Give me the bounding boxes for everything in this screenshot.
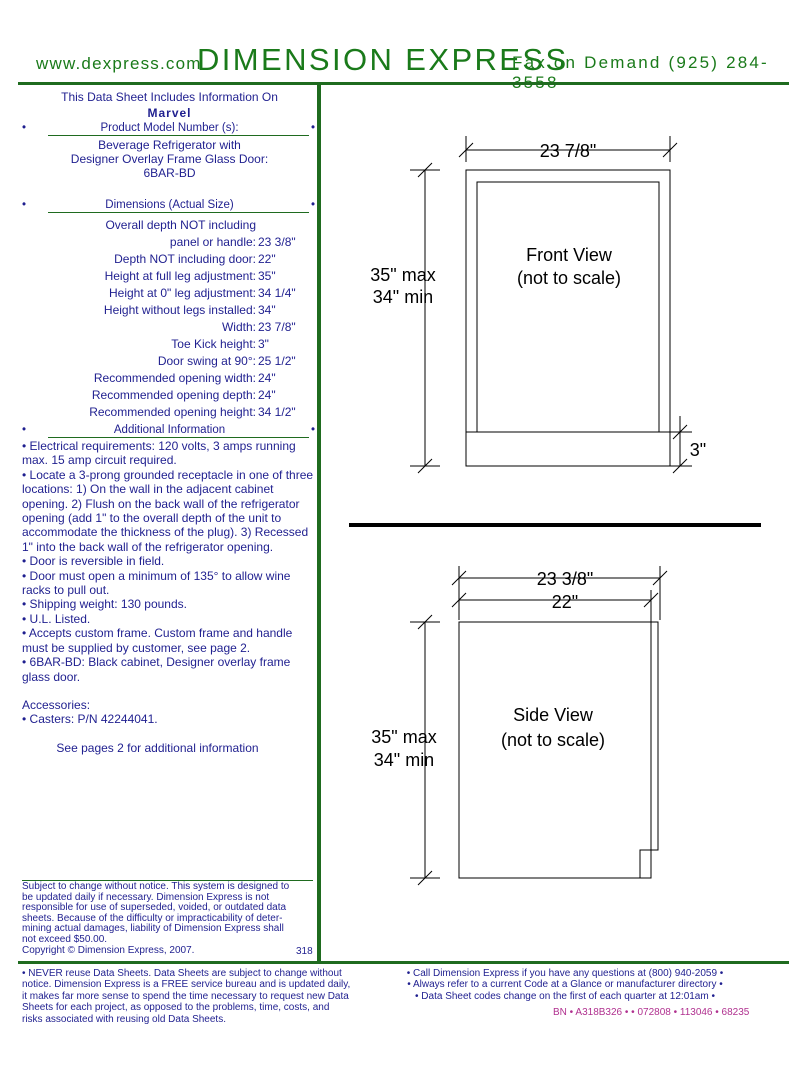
see-pages-note: See pages 2 for additional information	[56, 741, 259, 755]
info-item: • Shipping weight: 130 pounds.	[22, 597, 187, 612]
product-heading: • Product Model Number (s): •	[22, 122, 316, 134]
dimension-row: Recommended opening height: 34 1/2"	[89, 405, 296, 419]
front-height-max: 35" max	[370, 265, 436, 285]
dimension-row: Toe Kick height: 3"	[171, 337, 269, 351]
additional-heading: • Additional Information •	[22, 424, 316, 436]
view-divider	[349, 523, 761, 527]
footer-contact-line: • Data Sheet codes change on the first of each quarter at 12:01am •	[415, 990, 715, 1002]
side-height-min: 34" min	[373, 750, 435, 770]
brand-title: DIMENSION EXPRESS	[197, 42, 569, 77]
footer-rule	[18, 961, 789, 964]
page-header	[0, 44, 808, 84]
copyright: Copyright © Dimension Express, 2007.	[22, 944, 195, 956]
footer-warning: • NEVER reuse Data Sheets. Data Sheets are subject to change without notice. Dimension Express is a FREE service bureau and is updated daily, it makes far more sense to spend the time necessary to request new Data Sheets for each project, as opposed to the problems, time, costs, and risks associated with reusing old Data Sheets.	[22, 968, 351, 1025]
front-width-label: 23 7/8"	[539, 141, 597, 161]
dimension-intro: Overall depth NOT including	[105, 218, 256, 232]
page-number: 318	[296, 946, 313, 957]
dimension-row: Width: 23 7/8"	[221, 320, 296, 334]
info-item: • Locate a 3-prong grounded receptacle in one of three locations: 1) On the wall in the adjacent cabinet opening. 2) Flush on the back wall of the refrigerator opening (add 1" to the overall depth of the unit to accommodate the thickness of the plug). 3) Recessed 1" into the back wall of the refrigerator opening.	[22, 467, 314, 554]
additional-info	[22, 439, 314, 727]
side-view-title: Side View	[513, 705, 593, 725]
side-cabinet-outline	[459, 622, 651, 878]
info-item: • 6BAR-BD: Black cabinet, Designer overlay frame glass door.	[22, 655, 291, 684]
front-view-subtitle: (not to scale)	[516, 268, 622, 288]
intro-text: This Data Sheet Includes Information On	[61, 90, 278, 104]
toe-kick-label: 3"	[689, 440, 707, 460]
side-toe-kick	[640, 850, 658, 878]
info-item: • Door is reversible in field.	[22, 554, 165, 569]
info-item: • Electrical requirements: 120 volts, 3 amps running max. 15 amp circuit required.	[22, 439, 296, 468]
side-height-max: 35" max	[371, 727, 437, 747]
product-model: 6BAR-BD	[143, 166, 196, 180]
footer-contact	[400, 968, 730, 1002]
footer-codes: BN • A318B326 • • 072808 • 113046 • 68235	[553, 1007, 750, 1018]
side-view-subtitle: (not to scale)	[500, 730, 606, 750]
side-view-diagram	[340, 560, 780, 940]
fax-on-demand: Fax on Demand (925) 284-	[512, 53, 769, 72]
dimension-row: Depth NOT including door: 22"	[114, 252, 276, 266]
side-overall-depth-label: 23 3/8"	[536, 569, 594, 589]
dimension-row: Height at 0" leg adjustment: 34 1/4"	[108, 286, 296, 300]
product-line: Designer Overlay Frame Glass Door:	[70, 152, 269, 166]
front-cabinet-outline	[466, 170, 670, 466]
front-view-diagram	[340, 120, 780, 480]
dimension-row: Height without legs installed: 34"	[103, 303, 276, 317]
info-item: • Accepts custom frame. Custom frame and handle must be supplied by customer, see page 2.	[22, 626, 293, 655]
dimension-row: Height at full leg adjustment: 35"	[104, 269, 276, 283]
footer-contact-line: • Call Dimension Express if you have any questions at (800) 940-2059 •	[406, 968, 724, 979]
footer-contact-line: • Always refer to a current Code at a Glance or manufacturer directory •	[407, 979, 723, 991]
info-item: • U.L. Listed.	[22, 611, 91, 626]
site-url[interactable]: www.dexpress.com	[36, 54, 202, 73]
column-divider	[317, 85, 321, 961]
legal-notice: Subject to change without notice. This system is designed to be updated daily if necessary. Dimension Express is not responsible for use of superseded, voided, or outdated data sheets. Because of the difficulty or impracticability of deter-mining actual damages, liability of Dimension Express shall not exceed $50.00. Copyright © Dimension Express, 2007.	[22, 882, 297, 956]
accessory-item: • Casters: P/N 42244041.	[22, 712, 158, 727]
accessories-heading: Accessories:	[22, 697, 91, 712]
front-height-min: 34" min	[372, 287, 434, 307]
dimension-row: Recommended opening depth: 24"	[91, 388, 276, 402]
side-door-edge	[651, 622, 658, 850]
dimension-row: panel or handle: 23 3/8"	[169, 235, 296, 249]
front-view-title: Front View	[526, 245, 612, 265]
brand-name: Marvel	[147, 106, 192, 120]
dimension-row: Recommended opening width: 24"	[93, 371, 276, 385]
product-line: Beverage Refrigerator with	[98, 138, 241, 152]
side-depth-label: 22"	[551, 592, 579, 612]
dimension-row: Door swing at 90°: 25 1/2"	[157, 354, 296, 368]
info-item: • Door must open a minimum of 135° to allow wine racks to pull out.	[22, 568, 291, 598]
dimensions-heading: • Dimensions (Actual Size) •	[22, 199, 316, 211]
header-rule	[18, 82, 789, 85]
front-door-panel	[477, 182, 659, 432]
